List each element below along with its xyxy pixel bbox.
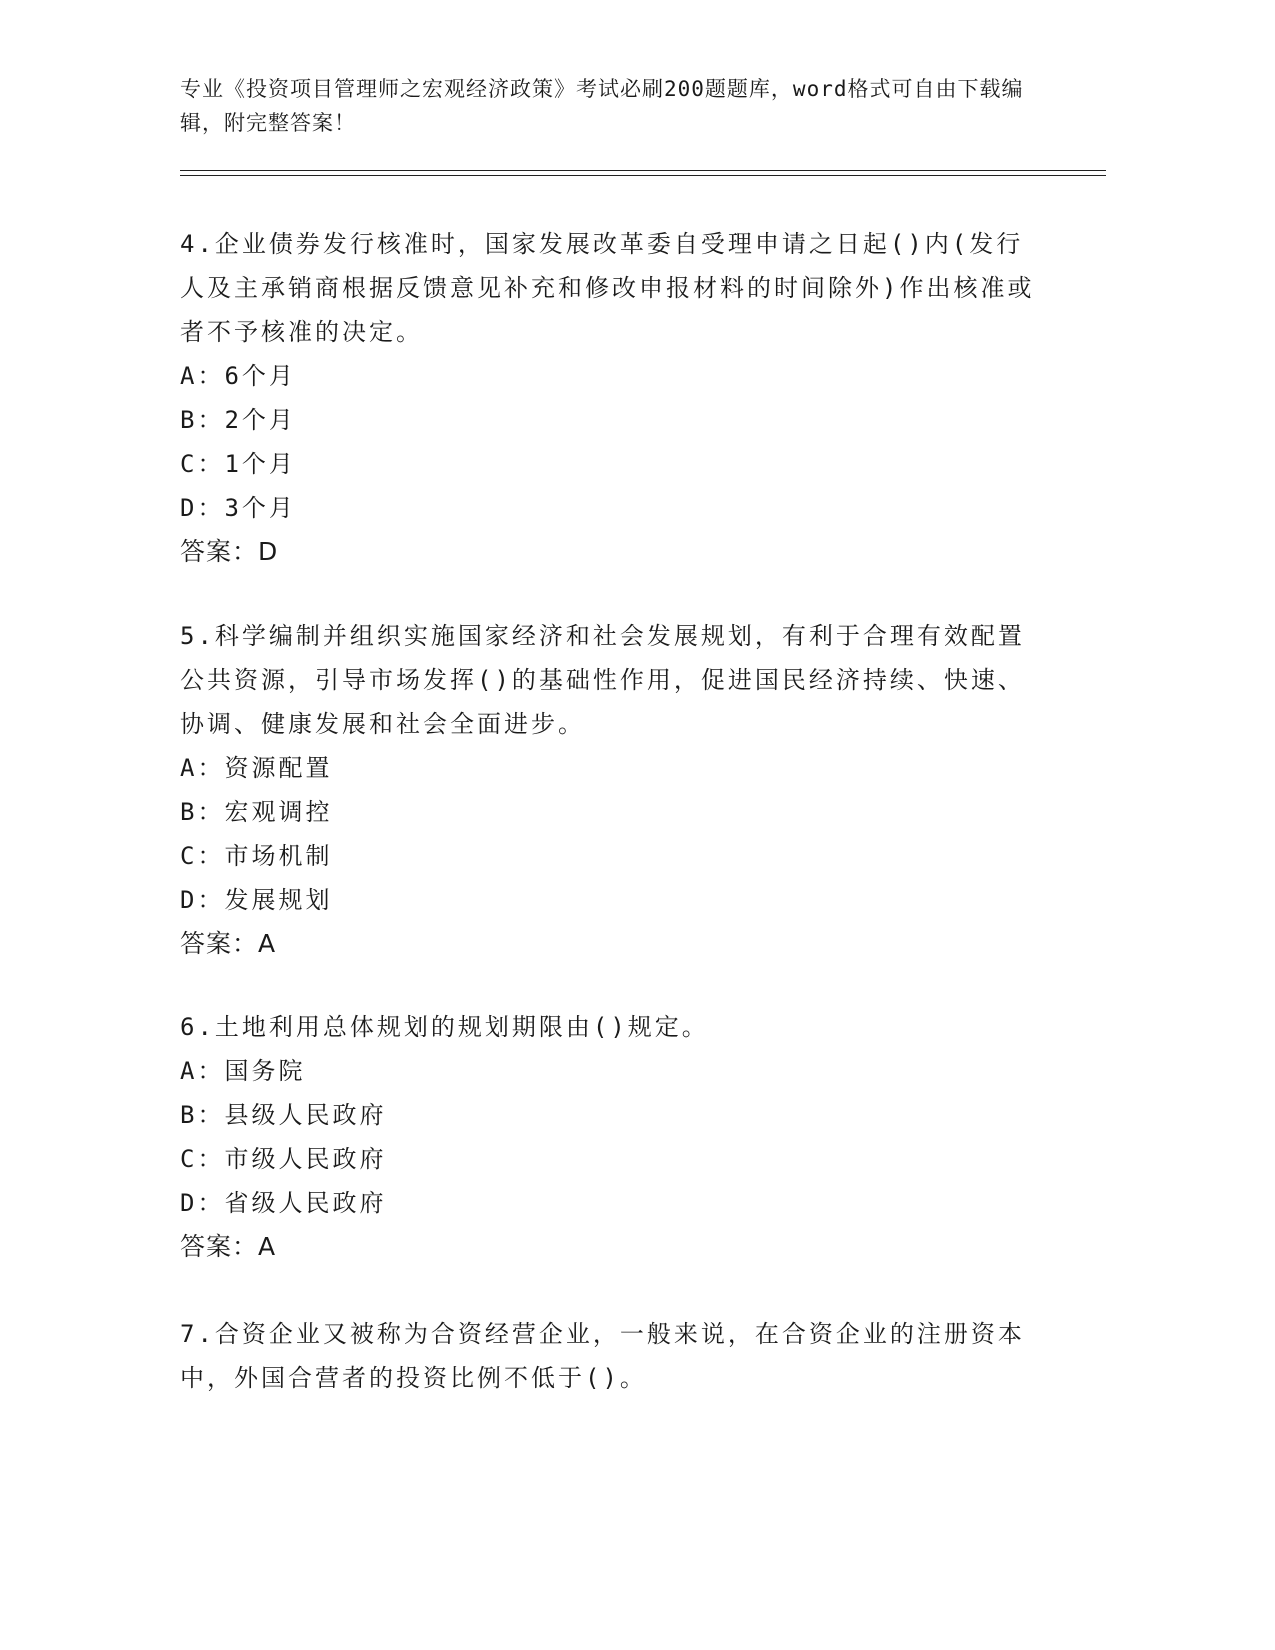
question-text: 5.科学编制并组织实施国家经济和社会发展规划，有利于合理有效配置公共资源，引导市场发挥()的基础性作用，促进国民经济持续、快速、协调、健康发展和社会全面进步。 [180,622,1025,738]
answer: 答案：A [180,1232,277,1261]
option-b: B：宏观调控 [180,798,333,826]
question-6 [180,1005,1040,1269]
option-b: B：县级人民政府 [180,1101,387,1129]
document-header: 专业《投资项目管理师之宏观经济政策》考试必刷200题题库，word格式可自由下载编辑，附完整答案！ [180,77,1024,135]
answer: 答案：A [180,929,277,958]
option-c: C：市场机制 [180,842,333,870]
option-b: B：2个月 [180,406,296,434]
option-c: C：1个月 [180,450,296,478]
question-text: 6.土地利用总体规划的规划期限由()规定。 [180,1013,709,1041]
question-4 [180,222,1040,574]
option-d: D：发展规划 [180,886,333,914]
header-divider-bottom [180,175,1106,176]
option-d: D：省级人民政府 [180,1189,387,1217]
question-text: 4.企业债券发行核准时，国家发展改革委自受理申请之日起()内(发行人及主承销商根据反馈意见补充和修改申报材料的时间除外)作出核准或者不予核准的决定。 [180,230,1035,346]
option-a: A：国务院 [180,1057,306,1085]
option-a: A：6个月 [180,362,296,390]
option-a: A：资源配置 [180,754,333,782]
option-d: D：3个月 [180,494,296,522]
header-divider-top [180,170,1106,171]
question-7 [180,1312,1040,1400]
question-text: 7.合资企业又被称为合资经营企业，一般来说，在合资企业的注册资本中，外国合营者的投资比例不低于()。 [180,1320,1025,1392]
answer: 答案：D [180,537,279,566]
option-c: C：市级人民政府 [180,1145,387,1173]
question-5 [180,614,1040,966]
